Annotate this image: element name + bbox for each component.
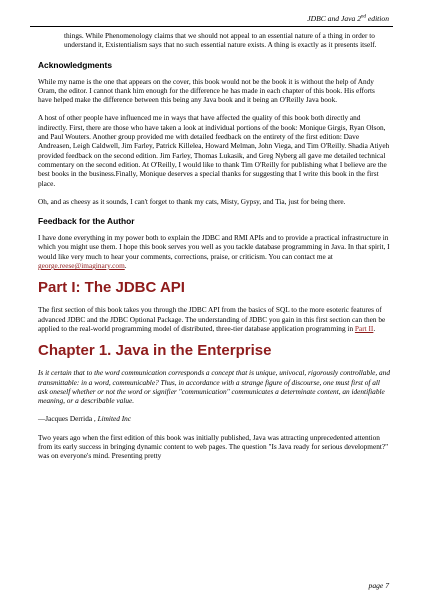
header-divider xyxy=(30,26,393,27)
part-paragraph xyxy=(38,305,390,333)
running-header xyxy=(307,14,389,23)
page-body xyxy=(38,31,390,470)
acknowledgments-paragraph-1: While my name is the one that appears on the cover, this book would not be the book it is without the help of Andy Oram, the editor. I cannot thank him enough for the difference he has made in each chapter of this book. His efforts have helped make the difference between this being any Java book and it being an O'Reilly Java book. xyxy=(38,76,375,105)
part-heading: Part I: The JDBC API xyxy=(38,279,185,297)
feedback-text: I have done everything in my power both to explain the JDBC and RMI APIs and to provide a practical infrastructure in which you might use them. I hope this book serves you well as you tackle database programming in Java. In that spirit, I would like very much to hear your comments, corrections, praise, or criticism. You can contact me at xyxy=(38,233,390,261)
acknowledgments-paragraph-2: A host of other people have influenced me in ways that have affected the quality of this book both directly and indirectly. First, there are those who have taken a look at individual portions of the book: Monique Girgis, Ryan Olson, and Paul Wouters. Another group provided me with detailed feedback on the entirety of the first edition: Dave Andreasen, Leigh Caldwell, Jim Farley, Patrick Killelea, Howard Melman, John Viega, and Tim O'Reilly. Shadia Atiyeh provided feedback on the second edition. Jim Farley, Thomas Lukasik, and Greg Nyberg all gave me detailed technical commentary on the second edition. At O'Reilly, I would like to thank Tim O'Reilly for publishing what I believe are the best books in the business.Finally, Monique deserves a special thanks for suggesting that I write this book in the first place. xyxy=(38,113,390,188)
part-text: The first section of this book takes you through the JDBC API from the basics of SQL to the more esoteric features of advanced JDBC and the JDBC Optional Package. The understanding of JDBC you gain in this first section can then be applied to the real-world programming model of distributed, three-tier database application programming in xyxy=(38,305,386,333)
part-ii-link[interactable]: Part II xyxy=(354,323,374,333)
author-email-link[interactable]: george.reese@imaginary.com xyxy=(38,261,125,271)
feedback-paragraph xyxy=(38,233,390,270)
feedback-text-end: . xyxy=(124,261,127,271)
chapter-heading: Chapter 1. Java in the Enterprise xyxy=(38,342,272,360)
epigraph-attribution xyxy=(38,414,390,423)
acknowledgments-heading: Acknowledgments xyxy=(38,59,112,70)
epigraph-quote: Is it certain that to the word communication corresponds a concept that is unique, univocal, rigorously controllable, and transmittable: in a word, communicable? Thus, in accordance with a strange figure of discourse, one must first of all ask oneself whether or not the word or signifier "communication" communicates a determinate content, an identifiable meaning, or a describable value. xyxy=(38,368,390,406)
header-title-sup: nd xyxy=(361,14,366,20)
feedback-heading: Feedback for the Author xyxy=(38,216,135,227)
intro-paragraph: things. While Phenomenology claims that we should not appeal to an essential nature of a thing in order to understand it, Existentialism says that no such essential nature exists. A thing is exactly as it presents itself. xyxy=(64,31,377,50)
chapter-paragraph: Two years ago when the first edition of this book was initially published, Java was attracting unprecedented attention from its early success in bringing dynamic content to web pages. The question "Is Java ready for serious development?" was on everyone's mind. Presenting pretty xyxy=(38,432,389,461)
header-title-suffix: edition xyxy=(366,14,389,23)
header-title-prefix: JDBC and Java 2 xyxy=(307,14,361,23)
attribution-work: Limited Inc xyxy=(97,414,132,424)
page-number: page 7 xyxy=(368,581,389,590)
part-text-end: . xyxy=(373,323,376,333)
acknowledgments-paragraph-3: Oh, and as cheesy as it sounds, I can't forget to thank my cats, Misty, Gypsy, and Tia, just for being there. xyxy=(38,196,346,206)
attribution-author: —Jacques Derrida , xyxy=(38,414,98,424)
